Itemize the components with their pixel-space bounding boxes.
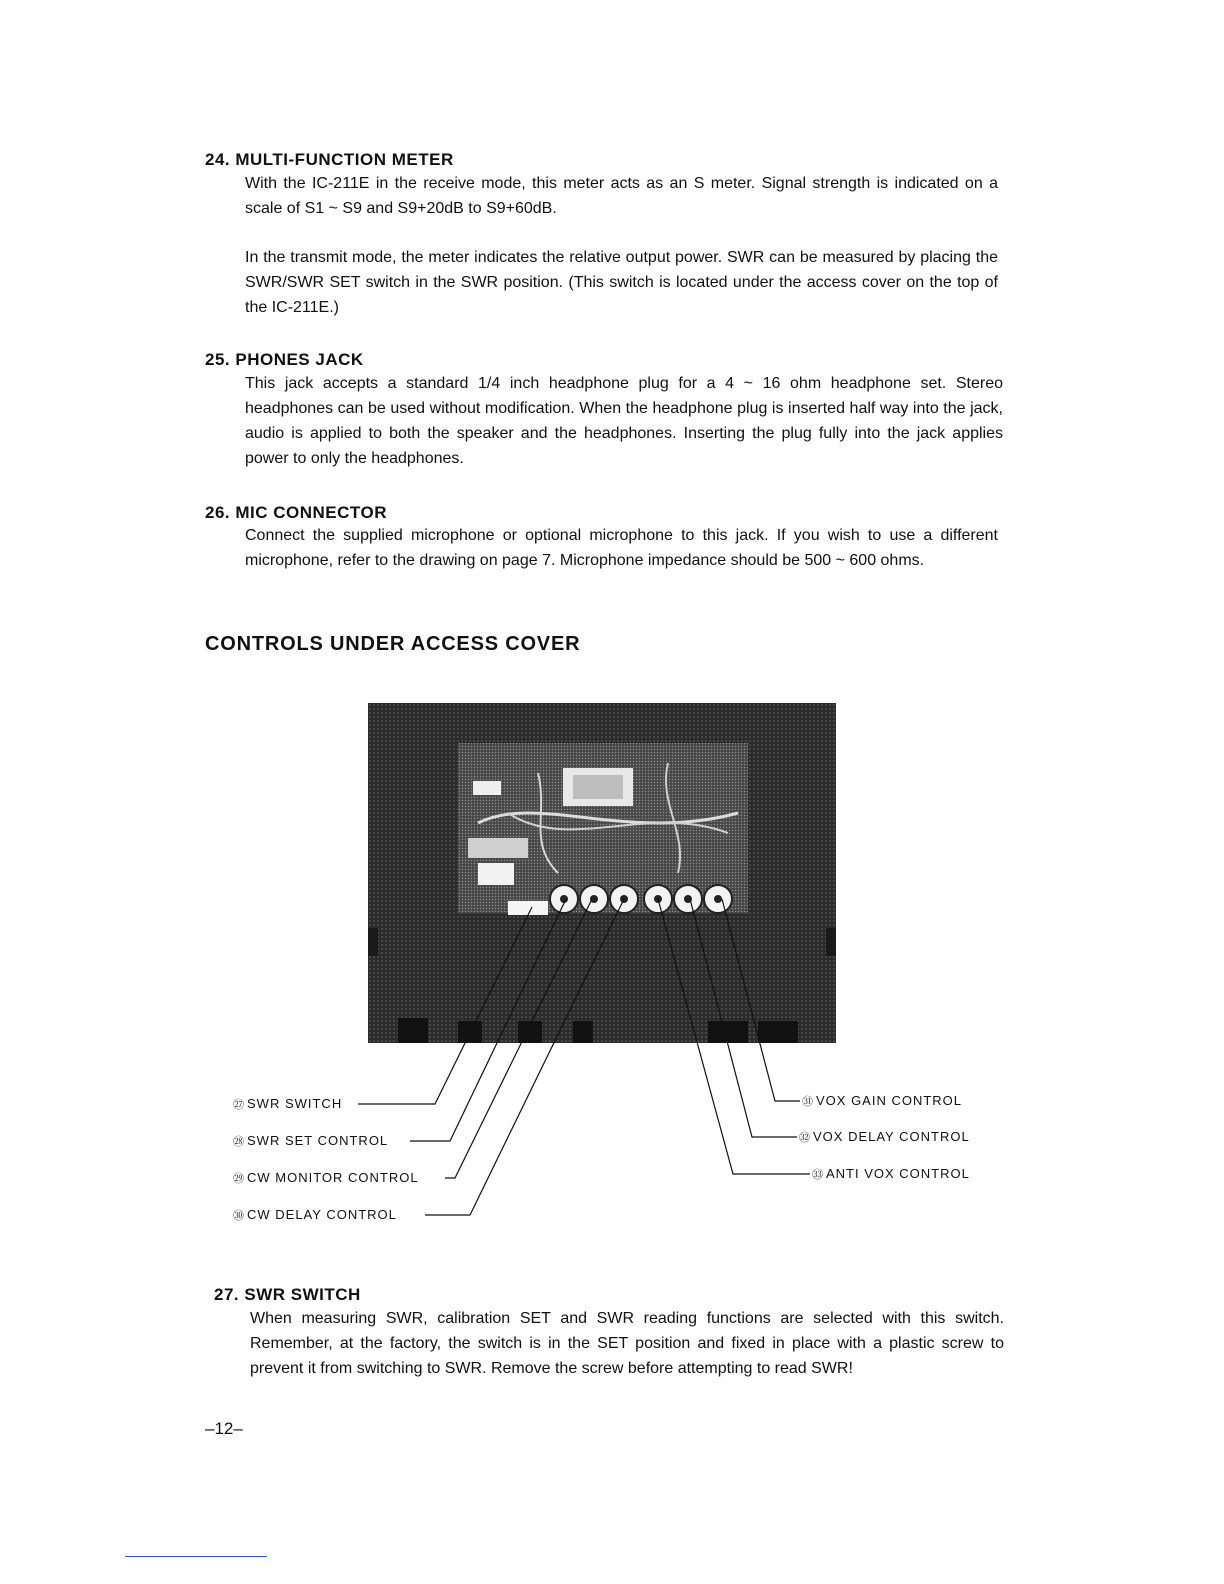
callout-label: VOX GAIN CONTROL xyxy=(816,1093,963,1108)
callout-number-28: ㉘ xyxy=(233,1136,245,1148)
callout-cw-monitor-control xyxy=(233,1170,419,1186)
item-24-paragraph-1: With the IC-211E in the receive mode, this meter acts as an S meter. Signal strength is indicated on a scale of S1 ~ S9 and S9+20dB to S9+60dB. xyxy=(245,175,998,217)
item-27-paragraph-1: When measuring SWR, calibration SET and SWR reading functions are selected with this switch. Remember, at the factory, the switch is in the SET position and fixed in place with a plastic screw to prevent it from switching to SWR. Remove the screw before attempting to read SWR! xyxy=(250,1310,1004,1377)
item-26-body xyxy=(245,523,998,573)
callout-number-30: ㉚ xyxy=(233,1210,245,1222)
callout-swr-switch xyxy=(233,1096,342,1112)
item-26-paragraph-1: Connect the supplied microphone or optional microphone to this jack. If you wish to use a different microphone, refer to the drawing on page 7. Microphone impedance should be 500 ~ 600 ohms. xyxy=(245,527,998,569)
callout-number-33: ㉝ xyxy=(812,1169,824,1181)
callout-label: VOX DELAY CONTROL xyxy=(813,1129,970,1144)
item-27-title: 27. SWR SWITCH xyxy=(214,1285,361,1304)
callout-label: CW DELAY CONTROL xyxy=(247,1207,397,1222)
callout-label: ANTI VOX CONTROL xyxy=(826,1166,970,1181)
callout-number-27: ㉗ xyxy=(233,1099,245,1111)
item-24-body xyxy=(245,171,998,320)
item-25-paragraph-1: This jack accepts a standard 1/4 inch headphone plug for a 4 ~ 16 ohm headphone set. Stereo headphones can be used without modification. When the headphone plug is inserted half way into the jack, audio is applied to both the speaker and the headphones. Inserting the plug fully into the jack applies power to only the headphones. xyxy=(245,375,1003,467)
callout-anti-vox-control xyxy=(812,1166,970,1182)
item-25-title: 25. PHONES JACK xyxy=(205,350,364,369)
callout-label: CW MONITOR CONTROL xyxy=(247,1170,419,1185)
item-26-title: 26. MIC CONNECTOR xyxy=(205,503,387,522)
item-24-title: 24. MULTI-FUNCTION METER xyxy=(205,150,454,169)
item-24-paragraph-2: In the transmit mode, the meter indicates the relative output power. SWR can be measured by placing the SWR/SWR SET switch in the SWR position. (This switch is located under the access cover on the top of the IC-211E.) xyxy=(245,249,998,316)
callout-vox-delay-control xyxy=(799,1129,970,1145)
section-heading: CONTROLS UNDER ACCESS COVER xyxy=(205,633,581,655)
callout-swr-set-control xyxy=(233,1133,388,1149)
callout-cw-delay-control xyxy=(233,1207,397,1223)
item-27-body xyxy=(250,1306,1004,1381)
callout-number-29: ㉙ xyxy=(233,1173,245,1185)
footer-rule xyxy=(125,1556,267,1557)
page-number: –12– xyxy=(205,1419,243,1438)
callout-number-31: ㉛ xyxy=(802,1096,814,1108)
callout-label: SWR SWITCH xyxy=(247,1096,343,1111)
access-cover-photo xyxy=(368,703,836,1043)
item-25-body xyxy=(245,371,1003,471)
callout-vox-gain-control xyxy=(802,1093,962,1109)
callout-label: SWR SET CONTROL xyxy=(247,1133,389,1148)
callout-number-32: ㉜ xyxy=(799,1132,811,1144)
